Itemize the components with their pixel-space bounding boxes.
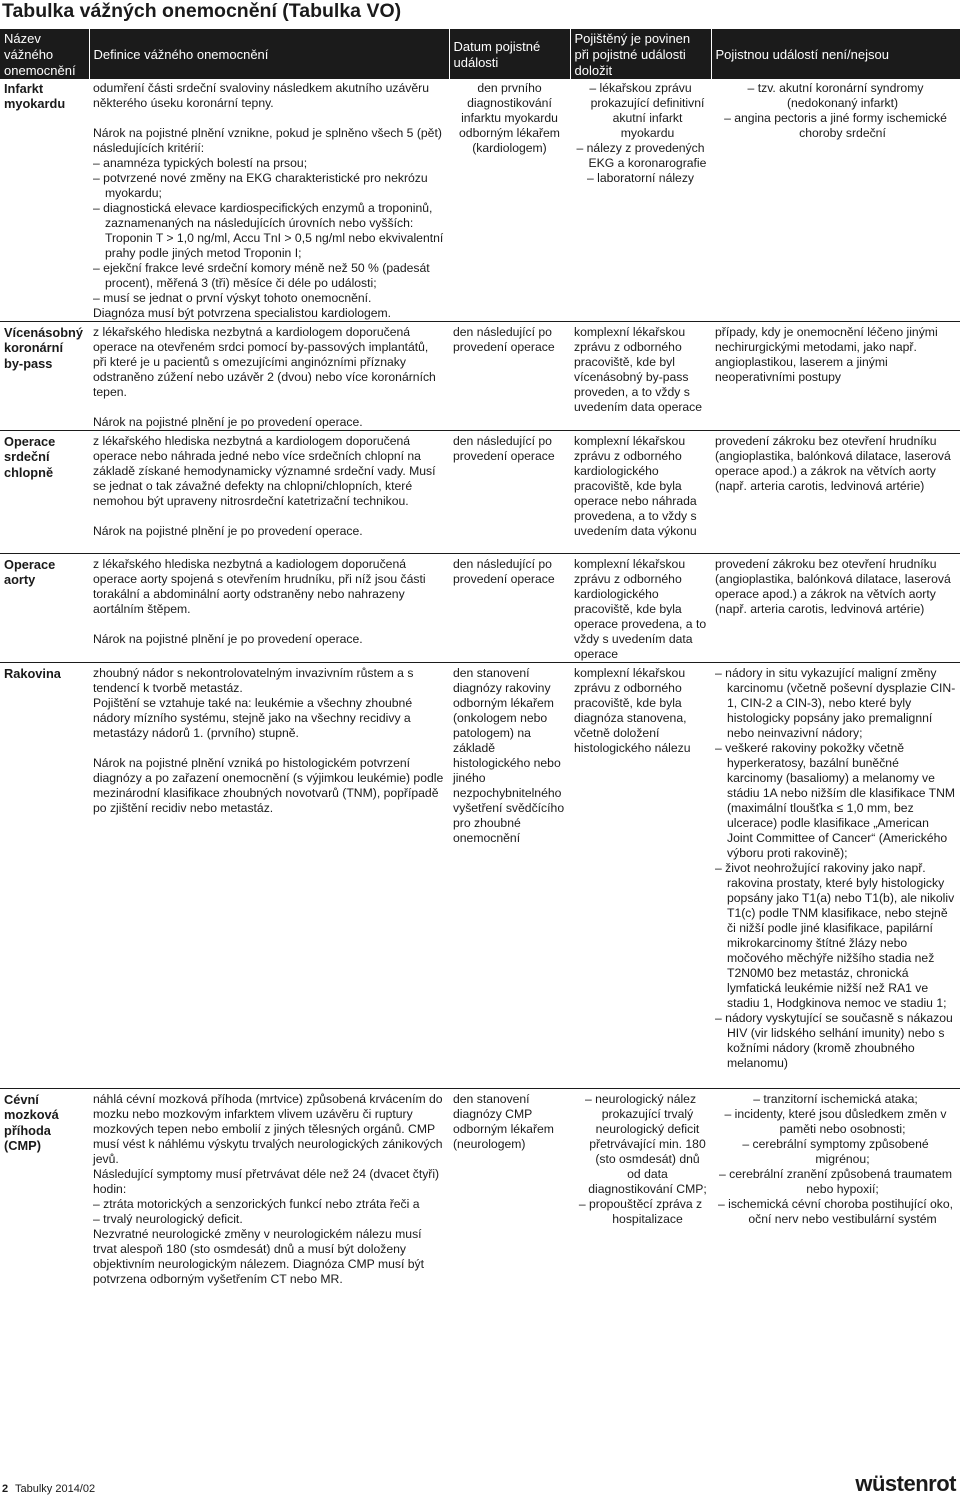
row-name: Infarkt myokardu — [4, 81, 66, 112]
row-not-event — [711, 1089, 960, 1305]
row-definition — [89, 554, 449, 663]
row-definition — [89, 322, 449, 431]
definition-text: z lékařského hlediska nezbytná a kadiologem doporučená operace aorty spojená s otevřením hrudníku, při níž jsou části torakální a abdominální aorty odstraněny nebo nahrazeny aortálním štěpem. — [93, 557, 426, 616]
definition-text: zhoubný nádor s nekontrolovatelným invazivním růstem a s tendencí k tvorbě metastáz. — [93, 666, 414, 695]
illness-table — [0, 29, 960, 1305]
criterion-item: – trvalý neurologický deficit. — [93, 1212, 445, 1227]
table-row — [0, 1089, 960, 1305]
row-date: den stanovení diagnózy rakoviny odborným lékařem (onkologem nebo patologem) na základě histologického nebo jiného nezpochybnitelného vyšetření svědčícího pro zhoubné onemocnění — [449, 663, 570, 1089]
definition-text: Následující symptomy musí přetrvávat déle než 24 (dvacet čtyři) hodin: — [93, 1167, 440, 1196]
definition-text: z lékařského hlediska nezbytná a kardiologem doporučená operace nebo náhrada jedné nebo více srdečních chlopní na základě získané hemodynamicky významné srdeční vady. Musí se jednat o tak závažné defekty na chlopni/chlopních, které nemohou být upraveny nitrosrdeční katetrizační technikou. — [93, 434, 436, 508]
table-row — [0, 431, 960, 554]
row-proof: komplexní lékařskou zprávu z odborného pracoviště, kde byl vícenásobný by-pass proveden, a to vždy s uvedením data operace — [570, 322, 711, 431]
row-not-event — [711, 79, 960, 322]
proof-item: – nálezy z provedených EKG a koronarografie — [574, 141, 707, 171]
row-proof: komplexní lékařskou zprávu z odborného kardiologického pracoviště, kde byla operace provedena, a to vždy s uvedením data operace — [570, 554, 711, 663]
exclusion-item: – život neohrožující rakoviny jako např. rakovina prostaty, které byly histologicky popsány jako T1(a) nebo T1(b), ale nikoliv T1(c) podle TNM klasifikace, nebo stejně či nižší podle jiné klasifikace, papilární mikrokarcinomy štítné žlázy nebo močového měchýře nižšího stadia než T2N0M0 bez metastáz, chronická lymfatická leukémie nižší než RA1 ve stadiu 1, Hodgkinova nemoc ve stadiu 1; — [715, 861, 956, 1011]
header-proof: Pojištěný je povinen při pojistné události doložit — [570, 29, 711, 79]
row-date: den stanovení diagnózy CMP odborným lékařem (neurologem) — [449, 1089, 570, 1305]
exclusion-item: – veškeré rakoviny pokožky včetně hyperkeratosy, bazální buněčné karcinomy (basaliomy) a melanomy ve stádiu 1A nebo nižším dle klasifikace TNM (maximální tloušťka ≤ 1,0 mm, bez ulcerace) podle klasifikace „American Joint Committee of Cancer“ (Amerického výboru proti rakovině); — [715, 741, 956, 861]
exclusion-item: – cerebrální symptomy způsobené migrénou; — [715, 1137, 956, 1167]
exclusion-item: – angina pectoris a jiné formy ischemické choroby srdeční — [715, 111, 956, 141]
row-proof: komplexní lékařskou zprávu z odborného pracoviště, kde byla diagnóza stanovena, včetně doložení histologického nálezu — [570, 663, 711, 1089]
header-definition: Definice vážného onemocnění — [89, 29, 449, 79]
exclusion-item: – ischemická cévní choroba postihující oko, oční nerv nebo vestibulární systém — [715, 1197, 956, 1227]
page-footer — [2, 1483, 95, 1495]
row-definition — [89, 431, 449, 554]
row-date: den prvního diagnostikování infarktu myokardu odborným lékařem (kardiologem) — [459, 81, 560, 155]
row-not-event: provedení zákroku bez otevření hrudníku (angioplastika, balónková dilatace, laserová operace apod.) a zákrok na větvích aorty (např. arteria carotis, ledvinová artérie) — [711, 554, 960, 663]
row-definition — [89, 663, 449, 1089]
header-date: Datum pojistné události — [449, 29, 570, 79]
exclusion-item: – tzv. akutní koronární syndromy (nedokonaný infarkt) — [715, 81, 956, 111]
row-name: Vícenásobný koronární by-pass — [0, 322, 89, 431]
row-definition — [89, 79, 449, 322]
row-date: den následující po provedení operace — [449, 322, 570, 431]
proof-item: – propouštěcí zpráva z hospitalizace — [574, 1197, 707, 1227]
row-not-event — [711, 663, 960, 1089]
definition-text: Nezvratné neurologické změny v neurologickém nálezu musí trvat alespoň 180 (sto osmdesát) dnů a musí být doloženy objektivním neurologickým nálezem. Diagnóza CMP musí být potvrzena odborným vyšetřením CT nebo MR. — [93, 1227, 425, 1286]
row-name: Rakovina — [0, 663, 89, 1089]
page-number: 2 — [2, 1483, 9, 1495]
page-title: Tabulka vážných onemocnění (Tabulka VO) — [2, 0, 402, 22]
claim-text: Nárok na pojistné plnění vzniká po histologickém potvrzení diagnózy a po zařazení onemocnění (s výjimkou leukémie) podle mezinárodní klasifikace zhoubných novotvarů (TNM), popřípadě po zjištění recidiv nebo metastáz. — [93, 756, 444, 815]
row-proof: komplexní lékařskou zprávu z odborného kardiologického pracoviště, kde byla operace nebo náhrada provedena, a to vždy s uvedením data výkonu — [570, 431, 711, 554]
row-date: den následující po provedení operace — [449, 431, 570, 554]
row-proof — [570, 1089, 711, 1305]
row-not-event: provedení zákroku bez otevření hrudníku (angioplastika, balónková dilatace, laserová operace apod.) a zákrok na větvích aorty (např. arteria carotis, ledvinová artérie) — [711, 431, 960, 554]
criterion-item: – ejekční frakce levé srdeční komory méně než 50 % (padesát procent), měřená 3 (tři) měsíce či déle po události; — [93, 261, 445, 291]
row-date: den následující po provedení operace — [449, 554, 570, 663]
table-header-row — [0, 29, 960, 79]
proof-item: – lékařskou zprávu prokazující definitivní akutní infarkt myokardu — [574, 81, 707, 141]
table-row — [0, 554, 960, 663]
definition-text: odumření části srdeční svaloviny následkem akutního uzávěru některého úseku koronární tepny. — [93, 81, 430, 110]
claim-text: Nárok na pojistné plnění je po provedení operace. — [93, 415, 363, 429]
proof-item: – laboratorní nálezy — [574, 171, 707, 186]
exclusion-item: – tranzitorní ischemická ataka; — [715, 1092, 956, 1107]
table-row — [0, 322, 960, 431]
exclusion-item: – nádory in situ vykazující maligní změny karcinomu (včetně poševní dysplazie CIN-1, CIN-2 a CIN-3), nebo které byly histologicky popsány jako premalignní nebo neinvazivní nádory; — [715, 666, 956, 741]
claim-text: Nárok na pojistné plnění vznikne, pokud je splněno všech 5 (pět) následujících kritérií: — [93, 126, 442, 155]
header-name: Název vážného onemocnění — [0, 29, 89, 79]
exclusion-item: – nádory vyskytující se současně s nákazou HIV (vir lidského selhání imunity) nebo s kožními nádory (kromě zhoubného melanomu) — [715, 1011, 956, 1071]
header-not-event: Pojistnou událostí není/nejsou — [711, 29, 960, 79]
definition-text: náhlá cévní mozková příhoda (mrtvice) způsobená krvácením do mozku nebo mozkovým infarktem vlivem uzávěru či ruptury mozkových tepen nebo embolií z jiných tělesných orgánů. CMP musí vést k náhlému výskytu trvalých neurologických zánikových jevů. — [93, 1092, 443, 1166]
exclusion-item: – incidenty, které jsou důsledkem změn v paměti nebo osobnosti; — [715, 1107, 956, 1137]
criterion-item: – anamnéza typických bolestí na prsou; — [93, 156, 445, 171]
document-label: Tabulky 2014/02 — [14, 1483, 96, 1495]
row-name: Operace aorty — [0, 554, 89, 663]
table-row — [0, 79, 960, 322]
claim-text: Nárok na pojistné plnění je po provedení operace. — [93, 632, 363, 646]
criterion-item: – diagnostická elevace kardiospecifických enzymů a troponinů, zaznamenaných na následujících úrovních nebo vyšších: Troponin T > 1,0 ng/ml, Accu TnI > 0,5 ng/ml nebo ekvivalentní prahy podle jiných metod Troponin I; — [93, 201, 445, 261]
row-name: Cévní mozková příhoda (CMP) — [0, 1089, 89, 1305]
definition-text: Pojištění se vztahuje také na: leukémie a všechny zhoubné nádory mízního systému, stejně jako na všechny recidivy a metastázy nádorů 1. (prvního) stupně. — [93, 696, 413, 740]
claim-text: Nárok na pojistné plnění je po provedení operace. — [93, 524, 363, 538]
row-name: Operace srdeční chlopně — [0, 431, 89, 554]
criterion-item: – ztráta motorických a senzorických funkcí nebo ztráta řeči a — [93, 1197, 445, 1212]
row-proof — [570, 79, 711, 322]
exclusion-item: – cerebrální zranění způsobená traumatem nebo hypoxií; — [715, 1167, 956, 1197]
criterion-item: – musí se jednat o první výskyt tohoto onemocnění. — [93, 291, 445, 306]
row-definition — [89, 1089, 449, 1305]
criterion-item: – potvrzené nové změny na EKG charakteristické pro nekrózu myokardu; — [93, 171, 445, 201]
table-row — [0, 663, 960, 1089]
row-not-event: případy, kdy je onemocnění léčeno jinými nechirurgickými metodami, jako např. angioplastikou, laserem a jinými neoperativními postupy — [711, 322, 960, 431]
definition-text: z lékařského hlediska nezbytná a kardiologem doporučená operace na otevřeném srdci pomocí by-passových implantátů, při které je u pacientů s omezujícími anginózními příznaky odstraněno zúžení nebo uzávěr 2 (dvou) nebo více koronárních tepen. — [93, 325, 436, 399]
proof-item: – neurologický nález prokazující trvalý neurologický deficit přetrvávající min. 180 (sto osmdesát) dnů od data diagnostikování CMP; — [574, 1092, 707, 1197]
brand-logo: wüstenrot — [855, 1471, 956, 1496]
diagnosis-note: Diagnóza musí být potvrzena specialistou kardiologem. — [93, 306, 392, 320]
